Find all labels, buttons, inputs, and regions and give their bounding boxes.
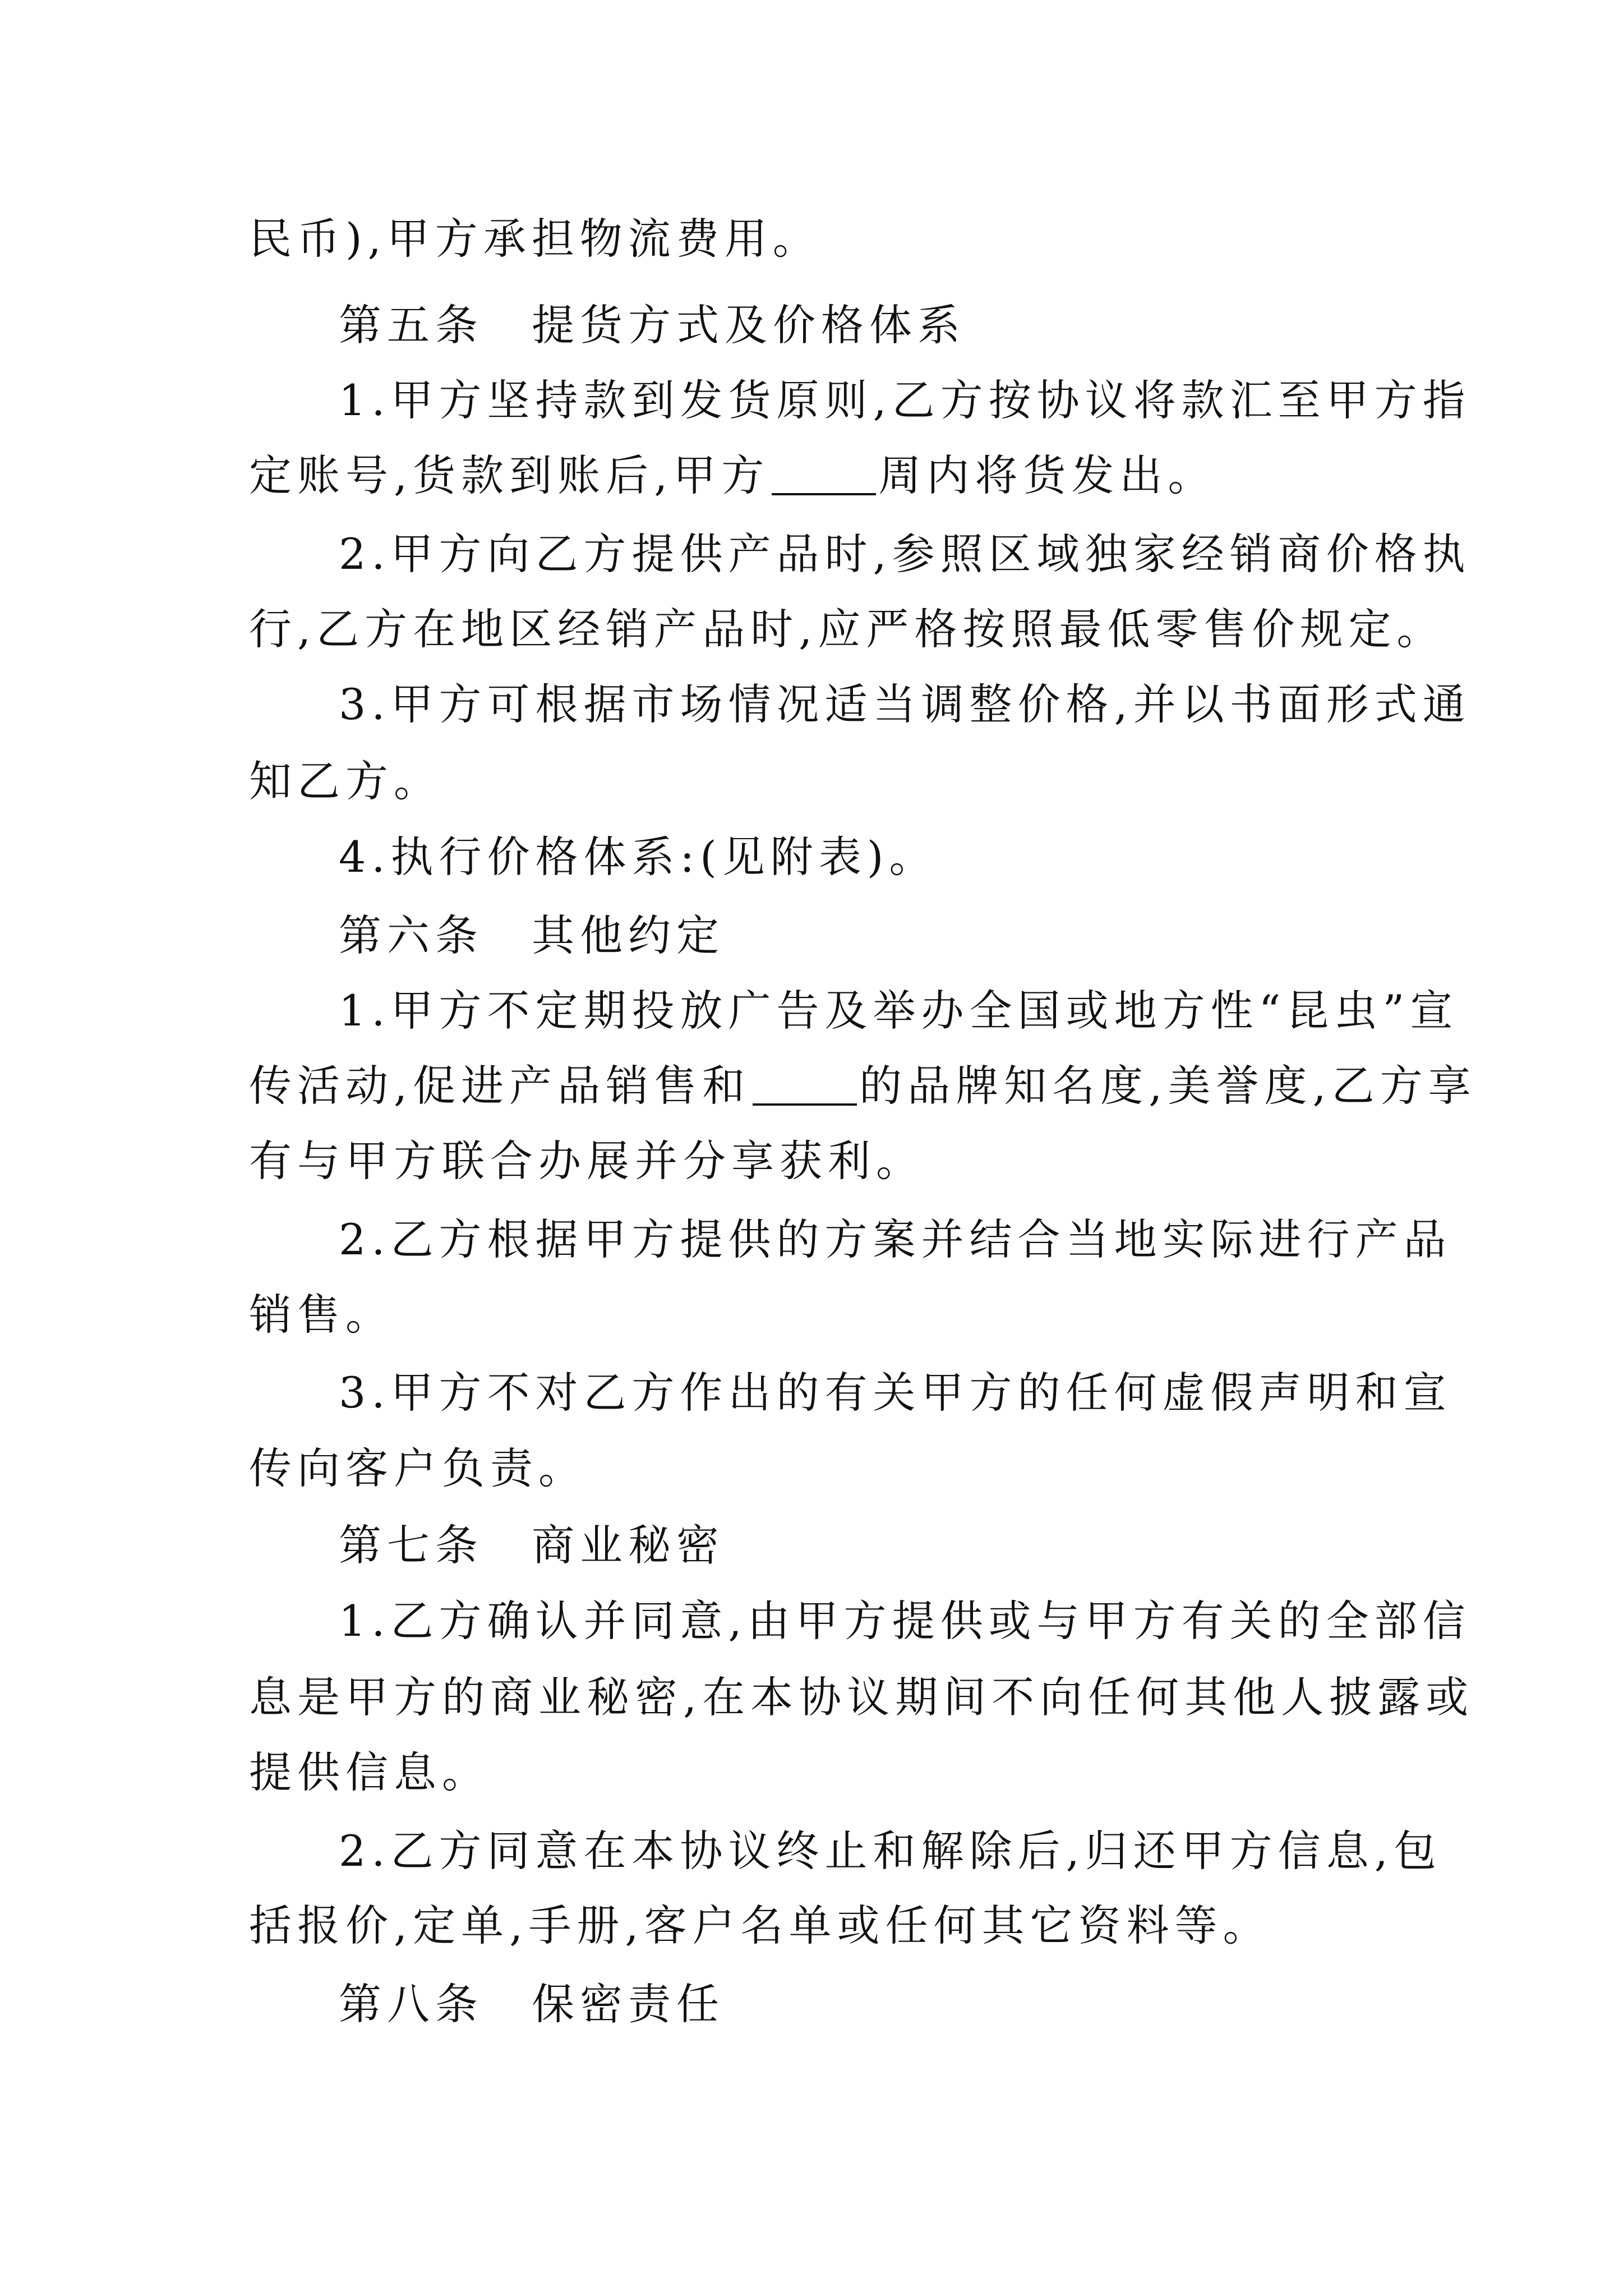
text-segment: 定账号,货款到账后,甲方 [249,450,770,500]
text-line: 息是甲方的商业秘密,在本协议期间不向任何其他人披露或 [249,1672,1474,1722]
text-line: 4.执行价格体系:(见附表)。 [339,832,938,882]
text-segment: 传活动,促进产品销售和 [249,1061,751,1111]
fill-in-blank [753,1068,857,1106]
article-heading: 第五条 提货方式及价格体系 [339,300,966,350]
article-heading: 第六条 其他约定 [339,910,725,960]
text-line: 知乙方。 [249,756,442,806]
text-line [249,1061,1477,1111]
text-line: 3.甲方不对乙方作出的有关甲方的任何虚假声明和宣 [339,1368,1452,1418]
text-line: 传向客户负责。 [249,1443,587,1493]
article-heading: 第八条 保密责任 [339,1979,725,2029]
text-segment: 的品牌知名度,美誉度,乙方享 [859,1061,1477,1111]
text-segment: 周内将货发出。 [878,450,1216,500]
text-line: 行,乙方在地区经销产品时,应严格按照最低零售价规定。 [249,604,1445,654]
text-line: 1.甲方不定期投放广告及举办全国或地方性“昆虫”宣 [339,986,1459,1036]
text-line: 销售。 [249,1290,394,1340]
article-heading: 第七条 商业秘密 [339,1520,725,1570]
text-line: 1.甲方坚持款到发货原则,乙方按协议将款汇至甲方指 [339,375,1471,425]
text-line: 2.乙方同意在本协议终止和解除后,归还甲方信息,包 [339,1826,1442,1876]
text-line: 提供信息。 [249,1747,490,1797]
text-line: 3.甲方可根据市场情况适当调整价格,并以书面形式通 [339,679,1471,729]
fill-in-blank [772,457,876,495]
text-line: 有与甲方联合办展并分享获利。 [249,1136,924,1186]
text-line: 括报价,定单,手册,客户名单或任何其它资料等。 [249,1901,1271,1950]
text-line: 2.甲方向乙方提供产品时,参照区域独家经销商价格执 [339,529,1471,579]
text-line: 2.乙方根据甲方提供的方案并结合当地实际进行产品 [339,1214,1452,1264]
text-line [249,450,1404,500]
text-line: 1.乙方确认并同意,由甲方提供或与甲方有关的全部信 [339,1596,1471,1646]
text-line: 民币),甲方承担物流费用。 [249,214,821,264]
